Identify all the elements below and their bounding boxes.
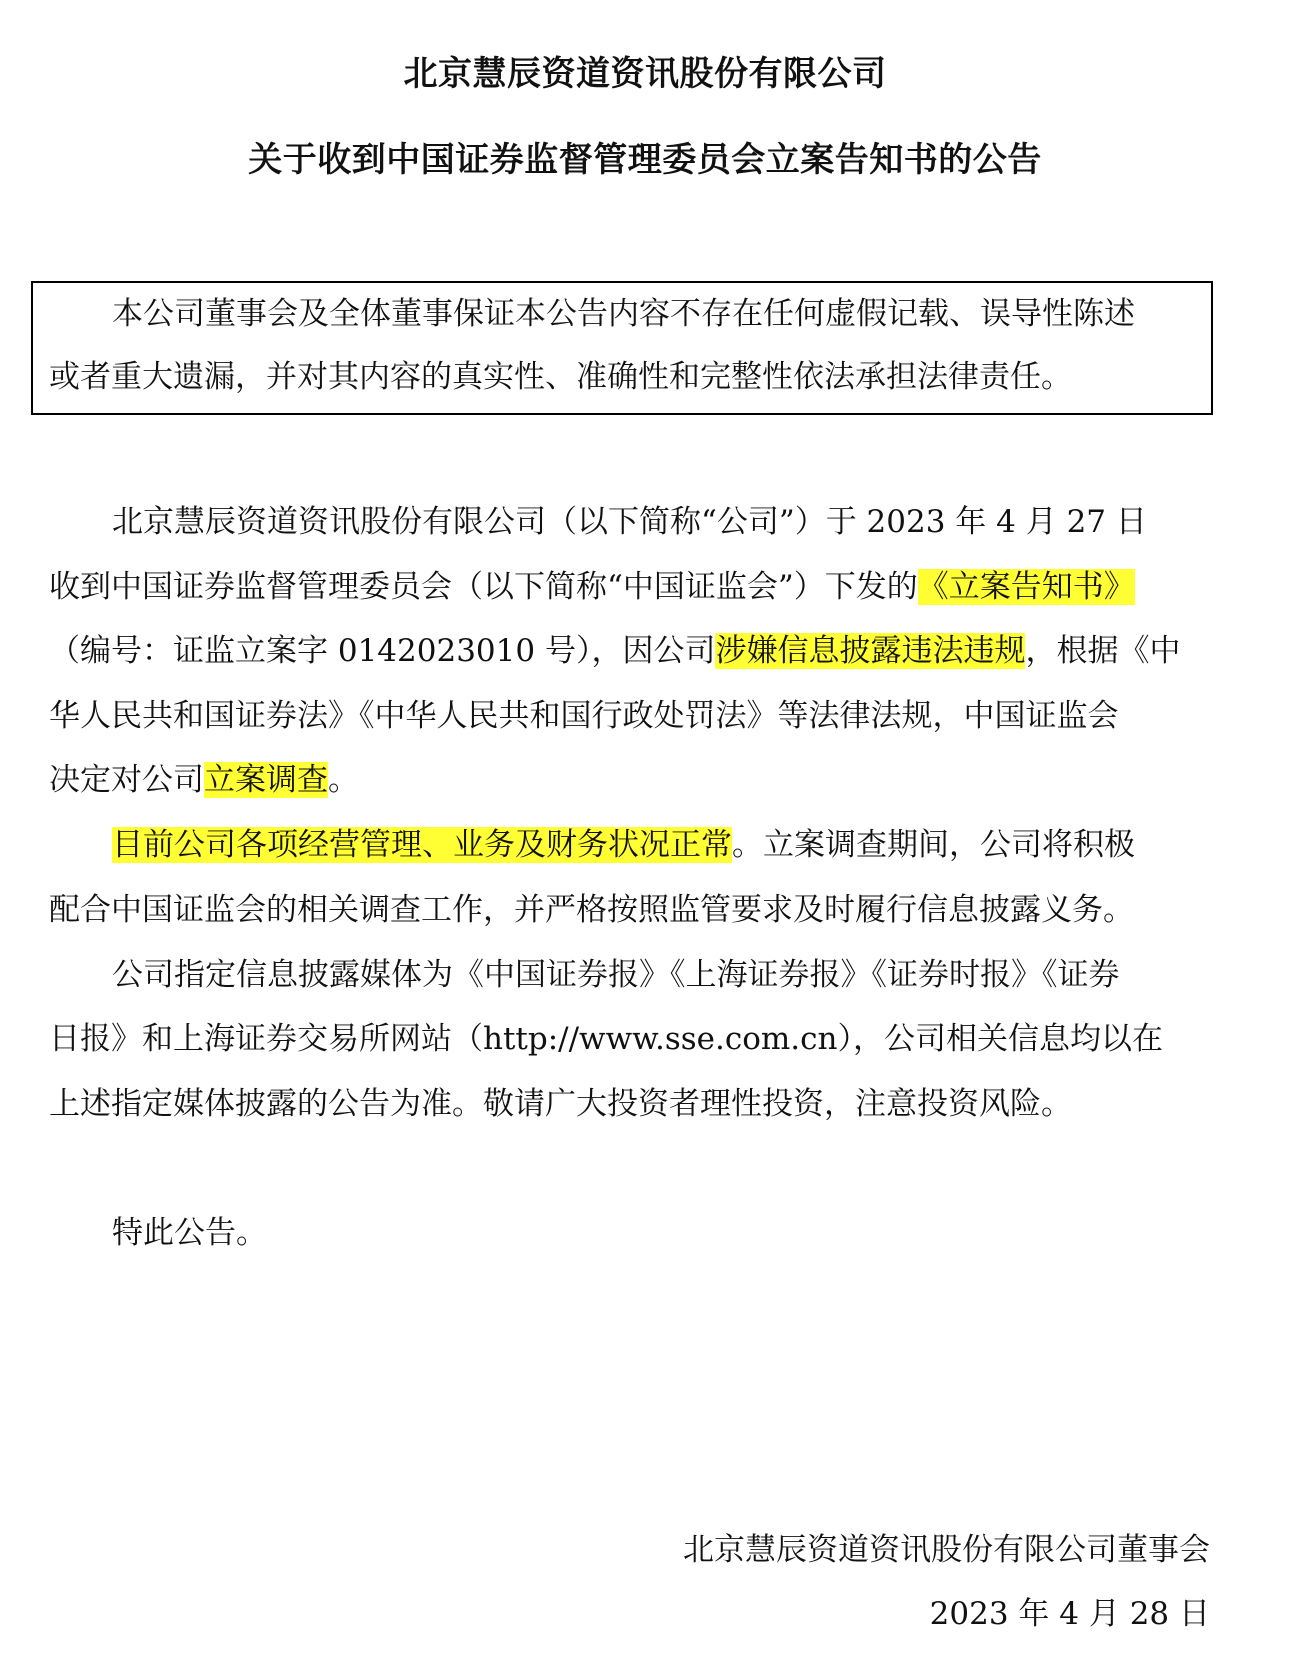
paragraph-line: 公司指定信息披露媒体为《中国证券报》《上海证券报》《证券时报》《证券 bbox=[112, 957, 1120, 993]
paragraph-line: 日报》和上海证券交易所网站（http://www.sse.com.cn），公司相关信息均以在 bbox=[49, 1021, 1163, 1057]
text-run: 。立案调查期间，公司将积极 bbox=[732, 827, 1135, 863]
closing-text: 特此公告。 bbox=[112, 1215, 267, 1251]
paragraph-line: 上述指定媒体披露的公告为准。敬请广大投资者理性投资，注意投资风险。 bbox=[49, 1086, 1072, 1122]
announcement-title: 关于收到中国证券监督管理委员会立案告知书的公告 bbox=[248, 140, 1042, 180]
paragraph-line: 华人民共和国证券法》《中华人民共和国行政处罚法》等法律法规，中国证监会 bbox=[49, 698, 1119, 734]
text-run: 。 bbox=[328, 762, 359, 798]
paragraph-line: 北京慧辰资道资讯股份有限公司（以下简称“公司”）于 2023 年 4 月 27 日 bbox=[112, 504, 1147, 540]
paragraph-line bbox=[49, 631, 1180, 671]
signature-org: 北京慧辰资道资讯股份有限公司董事会 bbox=[683, 1532, 1210, 1568]
text-run: （编号：证监立案字 0142023010 号），因公司 bbox=[49, 633, 716, 669]
highlighted-text: 目前公司各项经营管理、业务及财务状况正常 bbox=[112, 827, 732, 863]
paragraph-line: 配合中国证监会的相关调查工作，并严格按照监管要求及时履行信息披露义务。 bbox=[49, 892, 1134, 928]
text-run: 收到中国证券监督管理委员会（以下简称“中国证监会”）下发的 bbox=[49, 569, 918, 605]
disclaimer-line: 本公司董事会及全体董事保证本公告内容不存在任何虚假记载、误导性陈述 bbox=[112, 296, 1135, 332]
company-title: 北京慧辰资道资讯股份有限公司 bbox=[403, 54, 887, 94]
paragraph-line bbox=[49, 567, 1135, 607]
paragraph-line bbox=[112, 825, 1135, 865]
highlighted-text: 立案调查 bbox=[204, 762, 328, 798]
paragraph-line bbox=[49, 760, 359, 800]
highlighted-text: 涉嫌信息披露违法违规 bbox=[715, 633, 1026, 669]
text-run: 决定对公司 bbox=[49, 762, 204, 798]
signature-date: 2023 年 4 月 28 日 bbox=[929, 1596, 1210, 1632]
highlighted-text: 《立案告知书》 bbox=[917, 569, 1135, 605]
text-run: ，根据《中 bbox=[1025, 633, 1181, 669]
disclaimer-line: 或者重大遗漏，并对其内容的真实性、准确性和完整性依法承担法律责任。 bbox=[49, 359, 1072, 395]
